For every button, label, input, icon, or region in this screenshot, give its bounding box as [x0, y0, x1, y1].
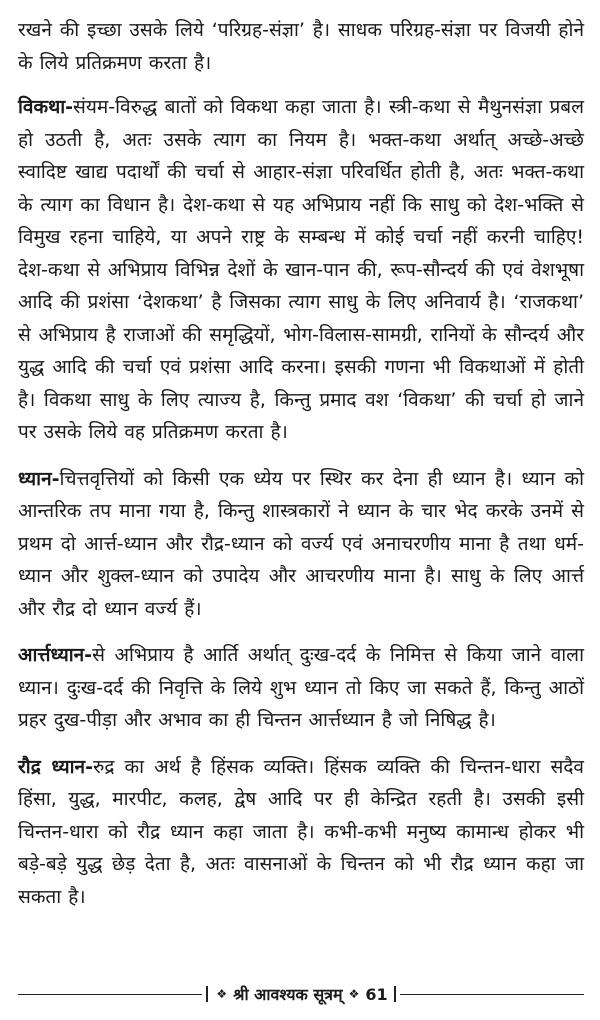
footer-bar-right	[394, 986, 396, 1002]
paragraph-term: ध्यान-	[18, 467, 60, 490]
paragraph-artadhyan	[18, 639, 584, 737]
paragraph-raudradhyan	[18, 751, 584, 914]
paragraph-text: संयम-विरुद्ध बातों को विकथा कहा जाता है। स्त्री-कथा से मैथुनसंज्ञा प्रबल हो उठती है, अतः उसके त्याग का नियम है। भक्त-कथा अर्थात् अच्छे-अच्छे स्वादिष्ट खाद्य पदार्थों की चर्चा से आहार-संज्ञा परिवर्धित होती है, अतः भक्त-कथा के त्याग का विधान है। देश-कथा से यह अभिप्राय नहीं कि साधु को देश-भक्ति से विमुख रहना चाहिये, या अपने राष्ट्र के सम्बन्ध में कोई चर्चा नहीं करनी चाहिए! देश-कथा से अभिप्राय विभिन्न देशों के खान-पान की, रूप-सौन्दर्य की एवं वेशभूषा आदि की प्रशंसा ‘देशकथा’ है जिसका त्याग साधु के लिए अनिवार्य है। ‘राजकथा’ से अभिप्राय है राजाओं की समृद्धियों, भोग-विलास-सामग्री, रानियों के सौन्दर्य और युद्ध आदि की चर्चा एवं प्रशंसा आदि करना। इसकी गणना भी विकथाओं में होती है। विकथा साधु के लिए त्याज्य है, किन्तु प्रमाद वश ‘विकथा’ की चर्चा हो जाने पर उसके लिये वह प्रतिक्रमण करता है।	[18, 96, 584, 443]
footer-rule-left	[18, 994, 202, 995]
page-number: 61	[365, 984, 388, 1004]
page-body	[18, 14, 584, 927]
paragraph-text: रखने की इच्छा उसके लिये ‘परिग्रह-संज्ञा’ है। साधक परिग्रह-संज्ञा पर विजयी होने के लिये प्रतिक्रमण करता है।	[18, 19, 584, 74]
paragraph-continuation	[18, 14, 584, 79]
paragraph-dhyan	[18, 463, 584, 626]
paragraph-term: विकथा-	[18, 96, 74, 118]
paragraph-text: चित्तवृत्तियों को किसी एक ध्येय पर स्थिर कर देना ही ध्यान है। ध्यान को आन्तरिक तप माना गया है, किन्तु शास्त्रकारों ने ध्यान के चार भेद करके उनमें से प्रथम दो आर्त्त-ध्यान और रौद्र-ध्यान को वर्ज्य एवं अनाचरणीय माना है तथा धर्म-ध्यान और शुक्ल-ध्यान को उपादेय और आचरणीय माना है। साधु के लिए आर्त्त और रौद्र दो ध्यान वर्ज्य हैं।	[18, 467, 584, 620]
paragraph-text: से अभिप्राय है आर्ति अर्थात् दुःख-दर्द के निमित्त से किया जाने वाला ध्यान। दुःख-दर्द की निवृत्ति के लिये शुभ ध्यान तो किए जा सकते हैं, किन्तु आठों प्रहर दुख-पीड़ा और अभाव का ही चिन्तन आर्त्तध्यान है जो निषिद्ध है।	[18, 644, 584, 731]
paragraph-term: रौद्र ध्यान-	[18, 755, 93, 778]
footer-bar-left	[206, 986, 208, 1002]
diamond-ornament-icon: ❖	[216, 987, 228, 1001]
footer-rule-right	[400, 994, 584, 995]
diamond-ornament-icon: ❖	[348, 987, 360, 1001]
paragraph-term: आर्त्तध्यान-	[18, 644, 93, 666]
footer-book-title: श्री आवश्यक सूत्रम्	[233, 985, 343, 1004]
paragraph-text: रुद्र का अर्थ है हिंसक व्यक्ति। हिंसक व्यक्ति की चिन्तन-धारा सदैव हिंसा, युद्ध, मारपीट, कलह, द्वेष आदि पर ही केन्द्रित रहती है। उसकी इसी चिन्तन-धारा को रौद्र ध्यान कहा जाता है। कभी-कभी मनुष्य कामान्ध होकर भी बड़े-बड़े युद्ध छेड़ देता है, अतः वासनाओं के चिन्तन को भी रौद्र ध्यान कहा जा सकता है।	[18, 755, 584, 908]
page-footer	[18, 980, 584, 1008]
paragraph-vikatha	[18, 91, 584, 449]
